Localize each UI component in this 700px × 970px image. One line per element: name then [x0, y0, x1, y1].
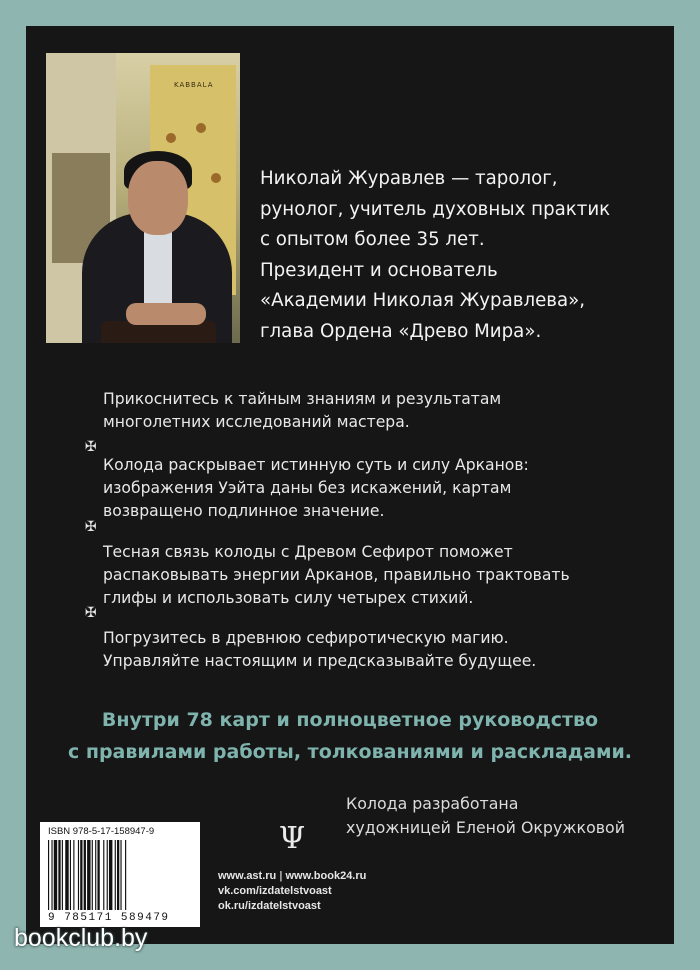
author-name: Николай Журавлев: [260, 168, 446, 189]
site-link-book24[interactable]: www.book24.ru: [285, 870, 367, 882]
vk-link[interactable]: vk.com/izdatelstvoast: [218, 885, 332, 897]
poster-label: KABBALA: [174, 81, 214, 89]
description-item: Тесная связь колоды с Древом Сефирот поможет распаковывать энергии Арканов, правильно трактовать глифы и использовать силу четырех стихий.: [103, 543, 570, 607]
author-bio: [260, 164, 660, 347]
bio-line: «Академии Николая Журавлева»,: [260, 290, 586, 311]
site-link-ast[interactable]: www.ast.ru: [218, 870, 277, 882]
bio-line: — таролог,: [451, 168, 558, 189]
description-item: Прикоснитесь к тайным знаниям и результатам многолетних исследований мастера.: [103, 390, 502, 431]
psi-logo-icon: Ψ: [278, 821, 306, 856]
ornament-cross-icon: ✠: [85, 605, 97, 621]
isbn-number: ISBN 978-5-17-158947-9: [48, 826, 155, 837]
publisher-links: www.ast.ru | www.book24.ru vk.com/izdatelstvoast ok.ru/izdatelstvoast: [218, 870, 367, 912]
barcode: [40, 822, 200, 927]
ornament-cross-icon: ✠: [85, 439, 97, 455]
deck-designer-credit: Колода разработана художницей Еленой Окружковой: [346, 794, 625, 837]
bio-line: рунолог, учитель духовных практик: [260, 198, 611, 220]
ok-link[interactable]: ok.ru/izdatelstvoast: [218, 900, 321, 912]
contents-highlight: Внутри 78 карт и полноцветное руководство с правилами работы, толкованиями и раскладами.: [67, 709, 633, 763]
author-photo: [46, 53, 240, 343]
bio-line: Президент и основатель: [260, 259, 498, 281]
bio-line: с опытом более 35 лет.: [260, 229, 485, 250]
barcode-bars: [48, 840, 192, 910]
ean-number: 9 785171 589479: [48, 912, 170, 924]
description-item: Колода раскрывает истинную суть и силу Арканов: изображения Уэйта даны без искажений, картам возвращено подлинное значение.: [103, 456, 529, 520]
watermark: bookclub.by: [14, 924, 148, 952]
bio-line: глава Ордена «Древо Мира».: [260, 320, 542, 342]
description-item: Погрузитесь в древнюю сефиротическую магию. Управляйте настоящим и предсказывайте будущее.: [103, 629, 537, 670]
ornament-cross-icon: ✠: [85, 519, 97, 535]
